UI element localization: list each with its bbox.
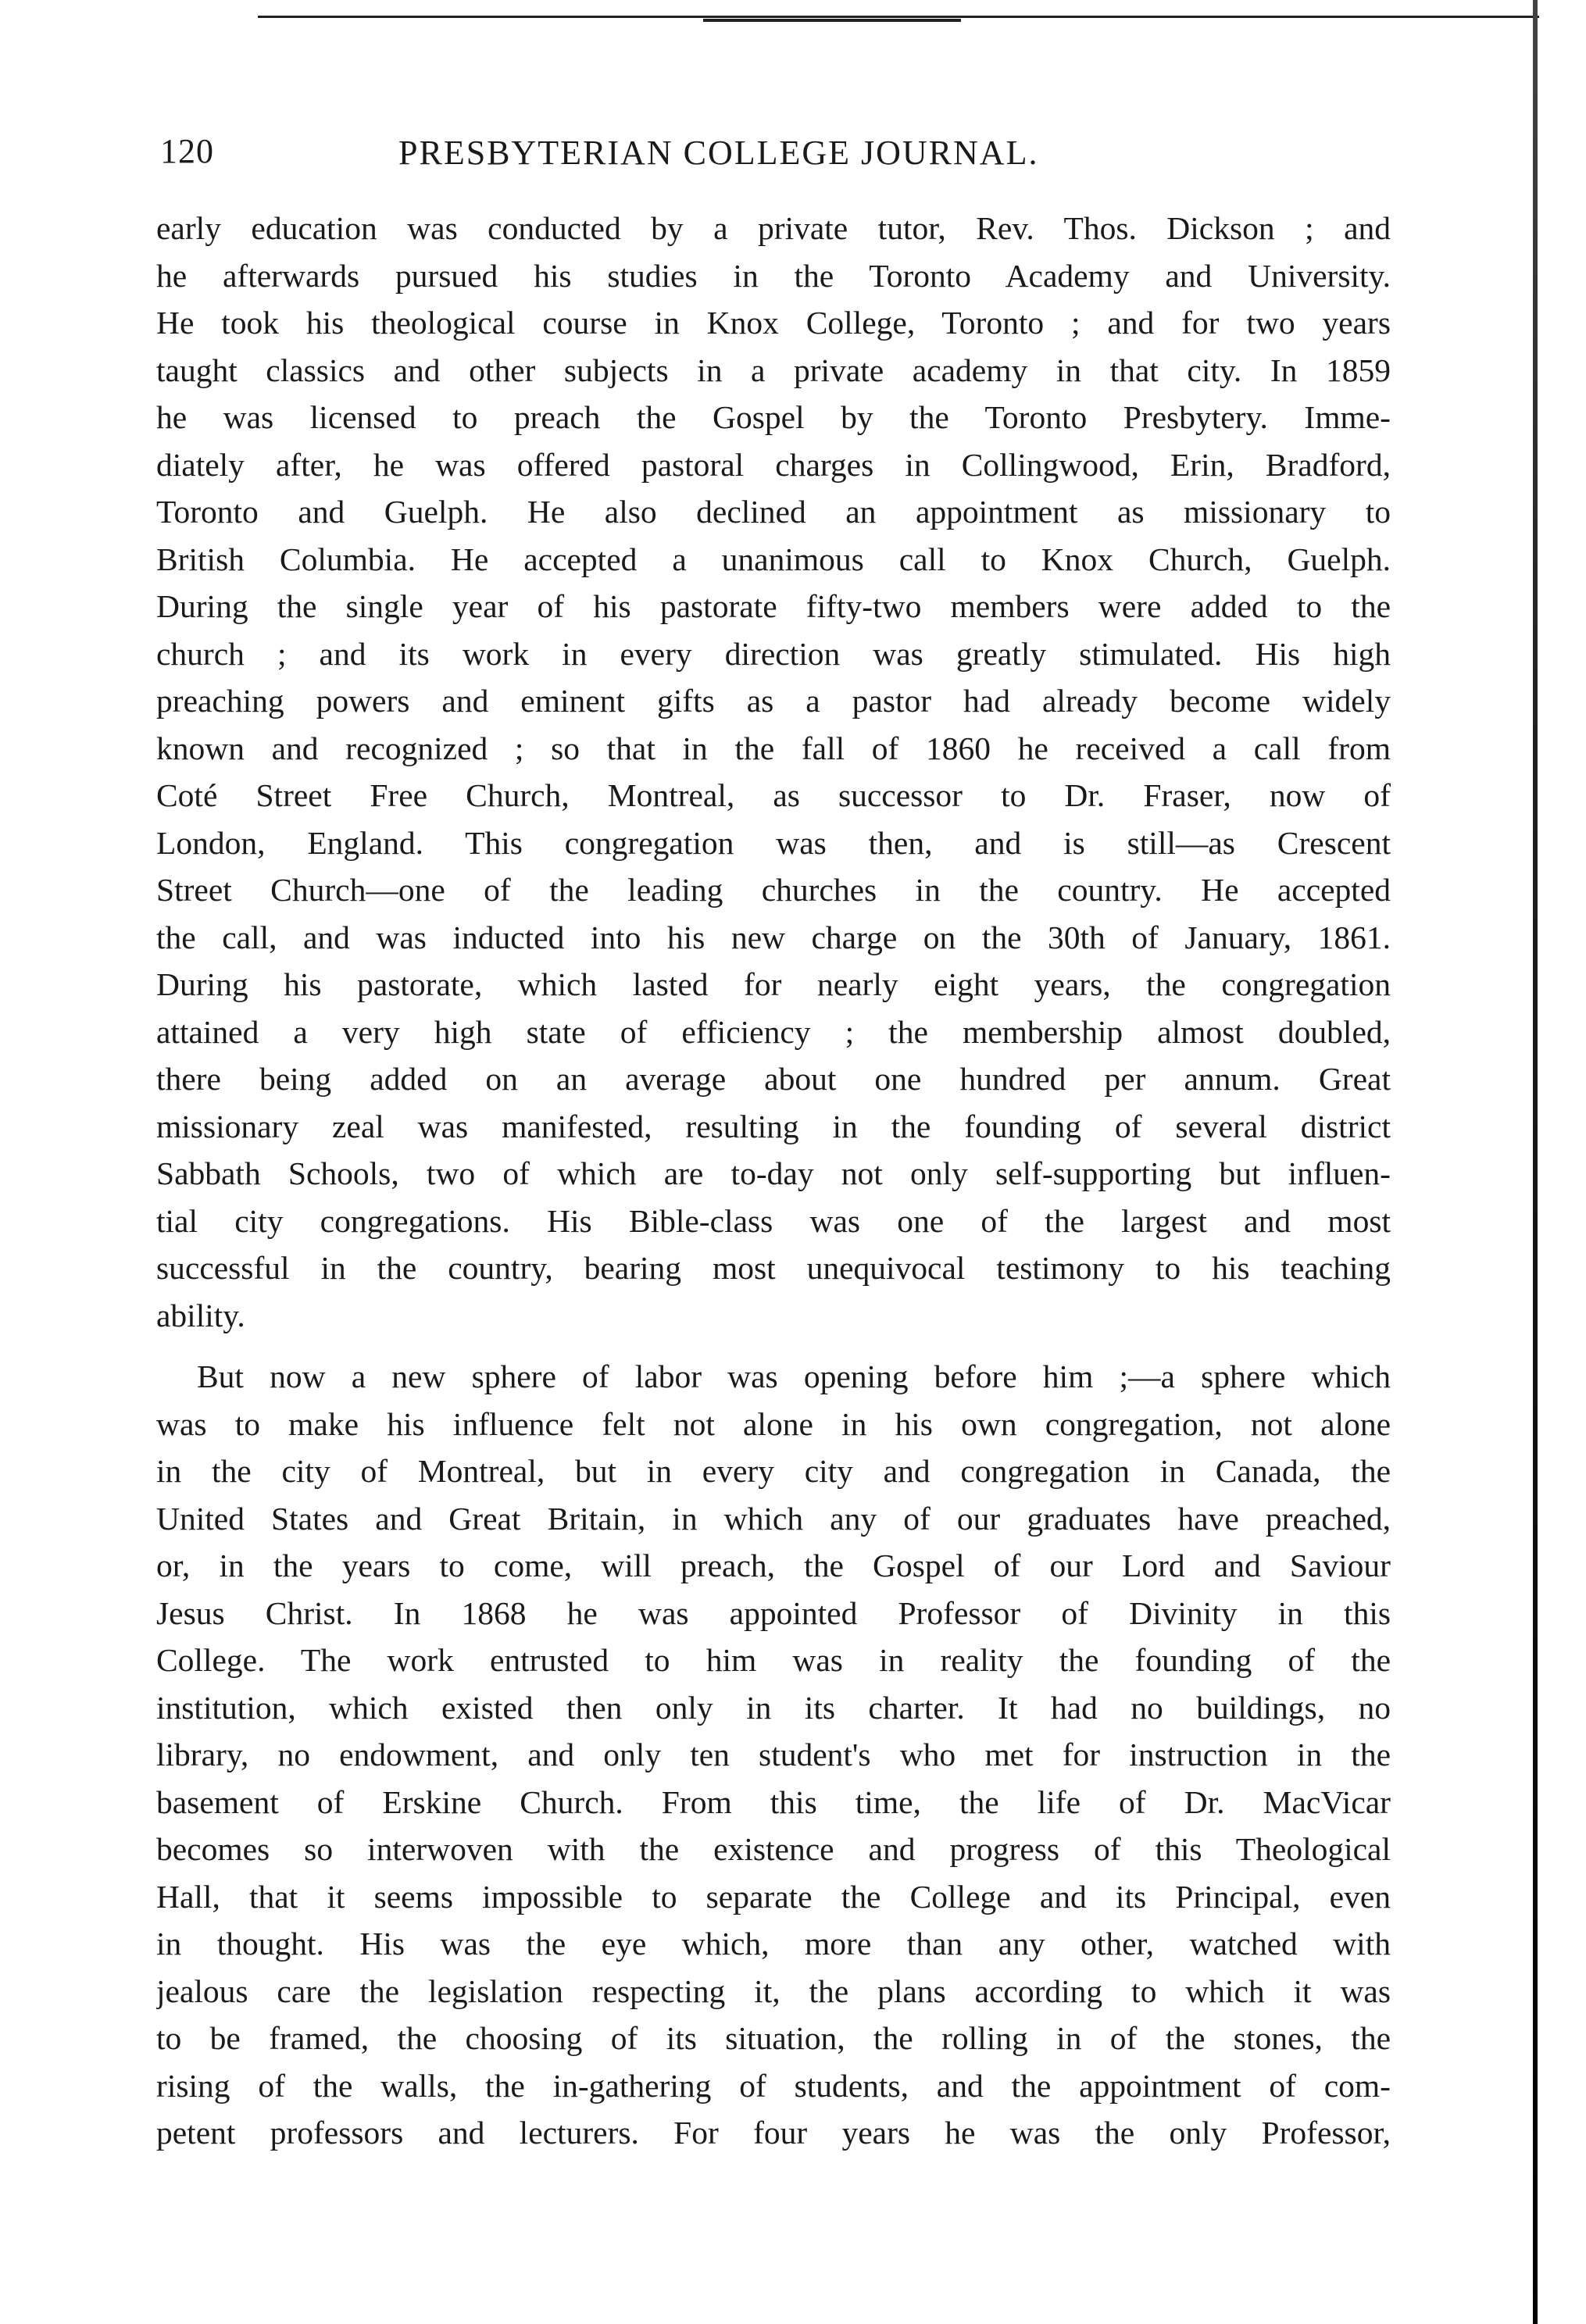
page-header — [160, 131, 1395, 186]
text-line: tial city congregations. His Bible-class was one of the largest and most — [156, 1202, 1391, 1239]
text-line: British Columbia. He accepted a unanimous call to Knox Church, Guelph. — [156, 541, 1391, 577]
text-line: petent professors and lecturers. For four years he was the only Professor, — [156, 2115, 1391, 2151]
text-line: Jesus Christ. In 1868 he was appointed Professor of Divinity in this — [156, 1594, 1391, 1631]
text-line: he was licensed to preach the Gospel by the Toronto Presbytery. Imme- — [156, 399, 1391, 435]
text-line: rising of the walls, the in-gathering of students, and the appointment of com- — [156, 2067, 1391, 2104]
text-line: becomes so interwoven with the existence and progress of this Theological — [156, 1831, 1391, 1867]
text-line: He took his theological course in Knox College, Toronto ; and for two years — [156, 305, 1391, 341]
text-line: or, in the years to come, will preach, the Gospel of our Lord and Saviour — [156, 1548, 1391, 1583]
text-line: attained a very high state of efficiency ; the membership almost doubled, — [156, 1013, 1391, 1050]
text-line: Sabbath Schools, two of which are to-day not only self-supporting but influen- — [156, 1155, 1391, 1191]
text-line: he afterwards pursued his studies in the Toronto Academy and University. — [156, 257, 1391, 294]
text-line: diately after, he was offered pastoral charges in Collingwood, Erin, Bradford, — [156, 446, 1391, 483]
text-line: the call, and was inducted into his new charge on the 30th of January, 1861. — [156, 919, 1391, 955]
running-title: PRESBYTERIAN COLLEGE JOURNAL. — [398, 134, 1039, 172]
paragraph-1 — [156, 205, 1391, 1339]
article-body — [156, 205, 1391, 2157]
text-line: College. The work entrusted to him was in reality the founding of the — [156, 1642, 1391, 1678]
text-line: basement of Erskine Church. From this time, the life of Dr. MacVicar — [156, 1783, 1391, 1820]
text-line: preaching powers and eminent gifts as a pastor had already become widely — [156, 683, 1391, 719]
text-line: successful in the country, bearing most unequivocal testimony to his teaching — [156, 1250, 1391, 1286]
text-line: was to make his influence felt not alone in his own congregation, not alone — [156, 1405, 1391, 1442]
page-number: 120 — [160, 132, 214, 170]
text-line: United States and Great Britain, in which any of our graduates have preached, — [156, 1500, 1391, 1537]
text-line: During his pastorate, which lasted for nearly eight years, the congregation — [156, 966, 1391, 1002]
text-line: Coté Street Free Church, Montreal, as successor to Dr. Fraser, now of — [156, 777, 1391, 813]
text-line: known and recognized ; so that in the fall of 1860 he received a call from — [156, 730, 1391, 766]
text-line: Hall, that it seems impossible to separate the College and its Principal, even — [156, 1878, 1391, 1915]
text-line: library, no endowment, and only ten student's who met for instruction in the — [156, 1737, 1391, 1772]
text-line: early education was conducted by a private tutor, Rev. Thos. Dickson ; and — [156, 210, 1391, 246]
paragraph-2 — [156, 1353, 1391, 2157]
text-line: taught classics and other subjects in a private academy in that city. In 1859 — [156, 352, 1391, 388]
text-line: in thought. His was the eye which, more than any other, watched with — [156, 1926, 1391, 1962]
text-line: But now a new sphere of labor was opening before him ;—a sphere which — [197, 1358, 1391, 1394]
text-line: institution, which existed then only in its charter. It had no buildings, no — [156, 1689, 1391, 1726]
text-line: Toronto and Guelph. He also declined an appointment as missionary to — [156, 494, 1391, 530]
text-line: Street Church—one of the leading churches in the country. He accepted — [156, 872, 1391, 908]
text-line: ability. — [156, 1297, 245, 1333]
text-line: During the single year of his pastorate fifty-two members were added to the — [156, 588, 1391, 624]
top-rule-accent — [703, 19, 961, 22]
scan-edge-shadow — [1533, 0, 1538, 2324]
text-line: London, England. This congregation was then, and is still—as Crescent — [156, 824, 1391, 861]
top-rule — [258, 16, 1539, 18]
paragraph-spacer — [156, 1339, 1391, 1353]
text-line: jealous care the legislation respecting it, the plans according to which it was — [156, 1972, 1391, 2009]
text-line: church ; and its work in every direction was greatly stimulated. His high — [156, 635, 1391, 672]
text-line: there being added on an average about one hundred per annum. Great — [156, 1061, 1391, 1097]
text-line: in the city of Montreal, but in every city and congregation in Canada, the — [156, 1453, 1391, 1489]
text-line: to be framed, the choosing of its situation, the rolling in of the stones, the — [156, 2020, 1391, 2056]
text-line: missionary zeal was manifested, resulting in the founding of several district — [156, 1108, 1391, 1144]
